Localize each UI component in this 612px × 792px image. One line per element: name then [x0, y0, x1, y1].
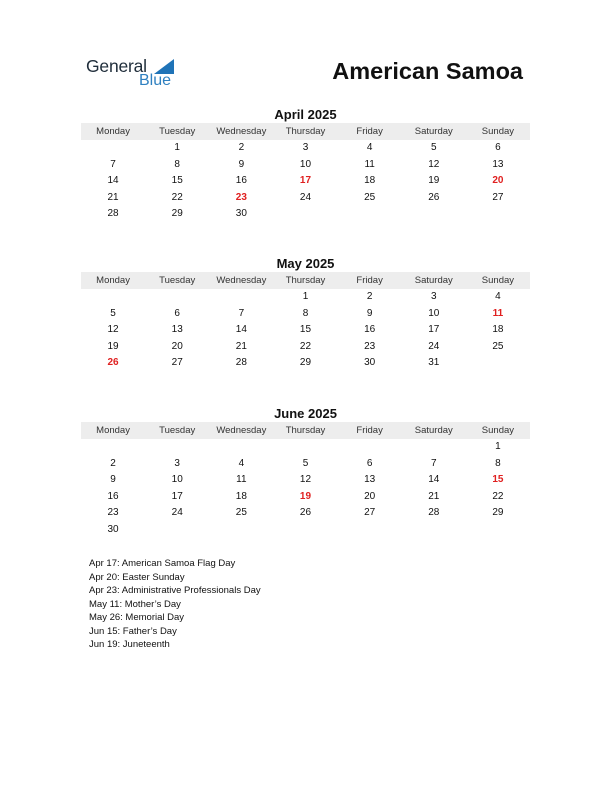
day-cell: 24: [299, 191, 312, 203]
day-cell: 2: [110, 457, 116, 469]
empty-day-cell: [81, 140, 145, 157]
empty-day-cell: [338, 439, 402, 456]
day-cell: 3: [302, 142, 309, 153]
weekday-label: Thursday: [285, 126, 326, 137]
day-cell: 7: [110, 158, 116, 170]
week-row: [81, 339, 530, 356]
empty-day-cell: [209, 439, 273, 456]
holiday-day-cell: 26: [107, 357, 119, 368]
country-title: American Samoa: [332, 58, 523, 84]
empty-day-cell: [402, 522, 466, 539]
day-cell: 29: [492, 507, 504, 518]
generalblue-logo: [86, 56, 186, 92]
day-cell: 18: [492, 324, 504, 335]
empty-day-cell: [145, 522, 209, 539]
day-cell: 27: [492, 191, 504, 203]
day-cell: 9: [366, 307, 373, 319]
day-cell: 28: [235, 357, 247, 368]
weekday-label: Tuesday: [159, 126, 196, 137]
day-cell: 16: [364, 324, 376, 335]
month-grid: [81, 140, 530, 223]
holiday-item: Apr 17: American Samoa Flag Day: [89, 558, 236, 569]
logo-word-general: General: [86, 56, 147, 76]
week-row: [81, 322, 530, 339]
day-cell: 29: [171, 208, 183, 219]
calendar-june: [81, 406, 530, 538]
weekday-label: Wednesday: [216, 126, 267, 137]
holiday-item: May 26: Memorial Day: [89, 612, 185, 623]
weekday-header: [81, 272, 530, 289]
day-cell: 9: [110, 474, 116, 485]
weekday-label: Tuesday: [159, 425, 196, 436]
month-grid: [81, 439, 530, 538]
week-row: [81, 522, 530, 539]
holiday-list: [89, 557, 261, 652]
week-row: [81, 190, 530, 207]
day-cell: 9: [238, 158, 245, 170]
day-cell: 10: [299, 158, 312, 170]
day-cell: 2: [366, 291, 373, 302]
weekday-label: Saturday: [414, 275, 453, 286]
day-cell: 22: [299, 340, 312, 352]
month-title: April 2025: [274, 107, 337, 122]
day-cell: 14: [107, 175, 119, 186]
weekday-label: Saturday: [414, 126, 453, 137]
week-row: [81, 439, 530, 456]
day-cell: 13: [492, 158, 504, 170]
day-cell: 24: [171, 507, 183, 518]
empty-day-cell: [402, 439, 466, 456]
month-grid: [81, 289, 530, 372]
day-cell: 12: [428, 158, 440, 170]
weekday-header: [81, 422, 530, 439]
day-cell: 11: [364, 158, 375, 170]
holiday-item: May 11: Mother’s Day: [89, 598, 181, 610]
day-cell: 21: [235, 340, 247, 352]
holiday-item: Apr 20: Easter Sunday: [89, 571, 185, 583]
day-cell: 28: [428, 507, 440, 518]
day-cell: 14: [428, 474, 440, 485]
empty-day-cell: [273, 522, 337, 539]
weekday-label: Friday: [356, 425, 383, 436]
logo-word-blue: Blue: [139, 72, 172, 89]
day-cell: 7: [430, 457, 437, 469]
day-cell: 11: [236, 474, 247, 485]
empty-day-cell: [338, 522, 402, 539]
empty-day-cell: [466, 522, 530, 539]
day-cell: 17: [171, 490, 183, 502]
empty-day-cell: [466, 206, 530, 223]
day-cell: 22: [492, 490, 504, 502]
week-row: [81, 306, 530, 323]
day-cell: 7: [238, 307, 245, 319]
day-cell: 30: [364, 357, 376, 368]
holiday-day-cell: 11: [492, 307, 504, 319]
day-cell: 16: [107, 490, 119, 502]
weekday-label: Friday: [356, 275, 383, 286]
day-cell: 20: [171, 340, 183, 352]
day-cell: 12: [299, 474, 312, 485]
day-cell: 18: [364, 175, 376, 186]
week-row: [81, 173, 530, 190]
week-row: [81, 456, 530, 473]
day-cell: 8: [174, 158, 180, 170]
day-cell: 15: [299, 324, 312, 335]
day-cell: 3: [430, 291, 437, 302]
weekday-label: Sunday: [481, 275, 515, 286]
calendar-april: [81, 107, 530, 223]
holiday-day-cell: 23: [235, 191, 247, 203]
day-cell: 19: [107, 340, 119, 352]
holiday-day-cell: 20: [492, 175, 504, 186]
day-cell: 17: [428, 324, 440, 335]
empty-day-cell: [273, 439, 337, 456]
day-cell: 18: [235, 490, 247, 502]
day-cell: 1: [495, 441, 501, 452]
week-row: [81, 206, 530, 223]
week-row: [81, 472, 530, 489]
weekday-label: Monday: [96, 275, 130, 286]
empty-day-cell: [81, 289, 145, 306]
month-title: May 2025: [276, 256, 335, 271]
week-row: [81, 157, 530, 174]
day-cell: 3: [174, 457, 180, 469]
day-cell: 28: [107, 208, 119, 219]
empty-day-cell: [145, 439, 209, 456]
holiday-day-cell: 17: [299, 175, 312, 186]
day-cell: 21: [107, 191, 119, 203]
empty-day-cell: [209, 289, 273, 306]
day-cell: 6: [495, 142, 501, 153]
day-cell: 4: [238, 457, 245, 469]
day-cell: 16: [235, 175, 247, 186]
day-cell: 31: [428, 357, 440, 368]
weekday-label: Friday: [356, 126, 383, 137]
day-cell: 20: [364, 490, 376, 502]
empty-day-cell: [209, 522, 273, 539]
day-cell: 27: [171, 357, 183, 368]
week-row: [81, 140, 530, 157]
day-cell: 25: [364, 191, 376, 203]
day-cell: 5: [430, 142, 437, 153]
weekday-label: Wednesday: [216, 425, 267, 436]
weekday-label: Monday: [96, 126, 130, 137]
weekday-label: Sunday: [481, 126, 515, 137]
day-cell: 27: [364, 507, 376, 518]
calendar-may: [81, 256, 530, 372]
day-cell: 12: [107, 324, 119, 335]
day-cell: 2: [238, 142, 245, 153]
holiday-item: Jun 15: Father’s Day: [89, 625, 177, 637]
day-cell: 10: [171, 474, 183, 485]
day-cell: 26: [299, 507, 312, 518]
day-cell: 26: [428, 191, 440, 203]
weekday-label: Thursday: [285, 425, 326, 436]
weekday-label: Sunday: [481, 425, 515, 436]
empty-day-cell: [466, 355, 530, 372]
holiday-day-cell: 15: [492, 474, 504, 485]
empty-day-cell: [402, 206, 466, 223]
holiday-day-cell: 19: [299, 490, 312, 502]
day-cell: 25: [235, 507, 247, 518]
day-cell: 8: [302, 307, 309, 319]
day-cell: 13: [364, 474, 376, 485]
week-row: [81, 355, 530, 372]
weekday-label: Monday: [96, 425, 130, 436]
day-cell: 1: [174, 142, 180, 153]
day-cell: 6: [174, 307, 180, 319]
day-cell: 22: [171, 191, 183, 203]
day-cell: 23: [107, 507, 119, 518]
holiday-item: Jun 19: Juneteenth: [89, 639, 170, 650]
day-cell: 5: [302, 457, 309, 469]
day-cell: 5: [110, 307, 116, 319]
day-cell: 10: [428, 307, 440, 319]
empty-day-cell: [273, 206, 337, 223]
holiday-item: Apr 23: Administrative Professionals Day: [89, 585, 261, 596]
empty-day-cell: [338, 206, 402, 223]
day-cell: 21: [428, 490, 440, 502]
day-cell: 8: [495, 457, 501, 469]
day-cell: 30: [235, 208, 247, 219]
day-cell: 24: [428, 340, 440, 352]
month-title: June 2025: [274, 406, 337, 421]
day-cell: 6: [366, 457, 373, 469]
day-cell: 30: [107, 523, 119, 535]
weekday-label: Wednesday: [216, 275, 267, 286]
weekday-header: [81, 123, 530, 140]
day-cell: 25: [492, 340, 504, 352]
day-cell: 29: [299, 357, 312, 368]
day-cell: 23: [364, 340, 376, 352]
week-row: [81, 489, 530, 506]
weekday-label: Tuesday: [159, 275, 196, 286]
day-cell: 4: [495, 291, 501, 302]
week-row: [81, 289, 530, 306]
week-row: [81, 505, 530, 522]
day-cell: 1: [302, 291, 309, 302]
weekday-label: Saturday: [414, 425, 453, 436]
day-cell: 19: [428, 175, 440, 186]
day-cell: 15: [171, 175, 183, 186]
empty-day-cell: [145, 289, 209, 306]
day-cell: 14: [235, 324, 247, 335]
day-cell: 13: [171, 324, 183, 335]
empty-day-cell: [81, 439, 145, 456]
day-cell: 4: [366, 142, 373, 153]
weekday-label: Thursday: [285, 275, 326, 286]
